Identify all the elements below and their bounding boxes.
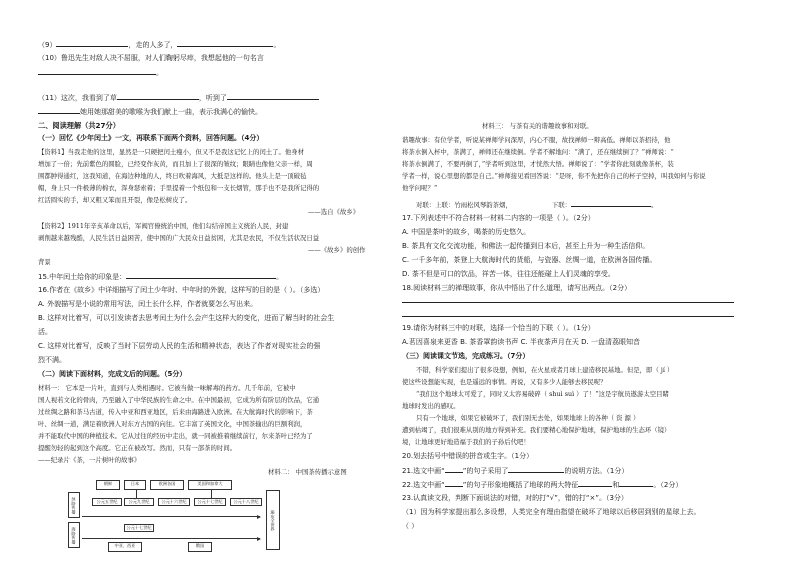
couplet-end: 。: [651, 201, 658, 209]
tea-material-1-line-3: 过丝绸之路和茶马古道，传入中亚和西亚地区，后来由海路进入欧洲。在大航海时代的影响下，茶: [38, 408, 313, 416]
q22-marker: [445, 480, 463, 487]
q21-tail: ”的句子采用了: [462, 467, 509, 475]
part-1-title: （一）回忆《少年闰土》一文，再联系下面两个资料，回答问题。（4分）: [38, 134, 264, 142]
material-2-caption: 材料二： 中国茶传播示意图: [268, 468, 347, 476]
q22-text: 22.选文中画“: [402, 481, 445, 489]
question-18: 18.阅读材料三的禅理故事，你从中悟出了什么道理，请写出两点。（2分）: [402, 284, 632, 292]
q9-blank-1[interactable]: [56, 40, 128, 47]
material-3-title: 材料三： 与茶有关的谐趣故事和对联。: [482, 122, 593, 130]
material-2-line-2: 剥削越来越残酷，人民生活日益困苦，使中国的广大民众日益贫困，尤其是农民，不仅生活状况日益: [38, 234, 320, 242]
q17-option-b[interactable]: B. 茶具有文化交流功能，和佛法一起传播到日本后，甚至上升为一种生活信仰。: [402, 242, 650, 250]
q21-text: 21.选文中画“: [402, 467, 445, 475]
passage-line-2: 使这些设想能实现，也是遥远的事情。再说，又有多少人能够去移民呢？: [402, 378, 607, 386]
passage-line-4: 地球时发出的感叹。: [402, 402, 460, 410]
q9-label: （9）: [38, 41, 57, 49]
passage-line-7: 境，让地球更好地造福于我们的子孙后代吧！: [402, 438, 530, 446]
diagram-korea: 朝鲜: [96, 480, 120, 490]
section-2-title: 二、阅读理解（共27分）: [38, 121, 120, 130]
question-9: [38, 40, 280, 50]
diagram-central-asia: 中亚、西亚: [108, 542, 142, 552]
q11-tail: ，听到了: [198, 94, 227, 102]
q21-blank[interactable]: [508, 466, 564, 473]
diagram-century-17-lower: 公元十七世纪: [124, 524, 154, 532]
material-1-line-5: 红活圆实的手，却又粗又笨而且开裂，像是松树皮了。: [38, 196, 192, 204]
material-1-line-4: 帽，身上只一件极薄的棉衣，浑身瑟索着；手里提着一个纸包和一支长烟管，那手也不是我所记得的: [38, 184, 320, 192]
q22-end: 。（2分）: [653, 481, 683, 489]
q22-and: 和: [612, 481, 620, 489]
q16-option-c-cont: 烈不满。: [38, 356, 66, 364]
diagram-worldwide: 遍布全世界: [266, 490, 280, 550]
tea-material-1-line-4: 叶、丝绸一道，满足着欧洲人对东方古国的向往。它丰富了英国文化，中国茶输出的巨额利润，: [38, 420, 307, 428]
material-2-line-3: 背景: [38, 258, 51, 266]
material-3-line-4: 学者一样，说心里想的都是自己。”禅师接见看回答说：“是呀，你不先把你自己的杯子空掉，叫我如何与你说: [402, 172, 706, 180]
question-10-answer: [38, 68, 163, 78]
q16-option-b-cont: 活。: [38, 328, 52, 336]
diagram-century-5: 公元五世纪: [92, 498, 122, 506]
q10-end: 。: [156, 69, 163, 77]
tea-material-1-line-1: 材料一： 它本是一片叶，直到与人类相遇时。它被当做一味解毒的药方。几千年前，它被中: [38, 384, 296, 392]
q19-options[interactable]: A.茗因喜泉来更香 B. 茶香罩韵读书声 C. 半夜茶声月在天 D. 一盘清荔眼知音: [402, 338, 640, 346]
question-19: 19.请你为材料三中的对联，选择一个恰当的下联（ ）。（1分）: [402, 324, 595, 332]
diagram-silk-road: 丝路传播: [68, 492, 80, 518]
q16-option-a[interactable]: A. 外貌描写是小说的常用写法，闰土长什么样，作者就要怎么写出来。: [38, 300, 258, 308]
tea-material-1-line-6: 提醒勿轻的起到这个高度。它正在被改写。然而，只有一部茶的时间。: [38, 444, 237, 452]
diagram-europe: 欧洲各国: [150, 480, 184, 490]
q18-blank-2[interactable]: [402, 310, 734, 317]
diagram-america: 美国和加拿大: [188, 480, 232, 490]
q11-blank-2[interactable]: [227, 93, 319, 100]
question-22: [402, 480, 682, 490]
question-21: [402, 466, 628, 476]
q15-text: 15.中年闰土给你的印象是：: [38, 273, 127, 281]
diagram-russia: 俄国: [188, 542, 212, 552]
part-2-title: （二）阅读下面材料，完成文后的问题。（5分）: [38, 370, 187, 378]
material-2-source: ——《故乡》的创作: [308, 246, 366, 254]
q21-marker: [445, 466, 463, 473]
passage-line-5: 只有一个地球，如果它被破坏了，我们别无去处，如果地球上的各种（ 资 源 ）: [416, 414, 640, 422]
diagram-main-arrow: [82, 516, 260, 517]
q10-blank[interactable]: [38, 68, 156, 75]
question-16: 16.作者在《故乡》中详细描写了闰土少年时、中年时的外貌，这样写的目的是（ ）。（多选）: [38, 286, 325, 294]
material-2-line-1: 【资料2】1911年辛亥革命以后，军阀官僚统治中国，他们勾结帝国主义统治人民，封建: [38, 222, 289, 230]
q11-line2-text: 她用她那甜美的歌喉为我们献上一曲，表示我满心的愉快。: [80, 108, 262, 116]
q22-blank-1[interactable]: [578, 480, 612, 487]
tea-material-1-line-2: 国人视若文化的骨肉，乃至融入了中华民族的生命之中。在中国最初，它成为所有阶层的饮品，它通: [38, 396, 320, 404]
diagram-sea-route: 海路传播: [68, 522, 80, 548]
couplet-upper: 对联：上联：竹雨松风琴韵茶烟，: [416, 201, 512, 209]
q17-option-d[interactable]: D. 茶不但是可口的饮品，祥苦一体，往往还能碰上人们灵魂的享受。: [402, 270, 615, 278]
q16-option-b[interactable]: B. 这样对比着写，可以引发读者去思考闰土为什么会产生这样大的变化，进而了解当时的社会生: [38, 314, 335, 322]
q17-option-c[interactable]: C. 一千多年前，茶登上大航海时代的货船，与瓷器、丝绸一道，在欧洲各国传播。: [402, 256, 657, 264]
q18-answer-line-2[interactable]: [402, 310, 734, 320]
material-1-line-2: 增加了一倍；先前紫色的圆脸，已经变作灰黄，而且加上了很深的皱纹；眼睛也像他父亲一样，周: [38, 160, 313, 168]
q18-answer-line-1[interactable]: [402, 296, 734, 306]
question-11: [38, 93, 319, 103]
q23-statement-1: （1）因为科学家提出那么多设想，人类完全有理由指望在破坏了地球以后移居到别的星球上去。: [402, 508, 701, 516]
diagram-century-9: 公元九世纪: [124, 498, 154, 506]
q9-blank-2[interactable]: [177, 40, 273, 47]
diagram-connector: [211, 490, 212, 498]
question-10: （10）鲁迅先生对敌人决不屈服，对人们鞠躬尽瘁，我想起他的一句名言: [38, 54, 264, 62]
tea-material-1-line-5: 并不能取代中国的种植技术。它从过往的经历中走出，就一同被推着继续前行，尔来茶叶已经为了: [38, 432, 313, 440]
diagram-japan: 日本: [124, 480, 146, 490]
material-1-line-3: 围都肿得通红，这我知道，在海边种地的人，终日吹着海风，大抵是这样的。他头上是一顶破毡: [38, 172, 307, 180]
material-3-line-5: 他学问呢？”: [402, 184, 438, 192]
diagram-sea-arrow: [82, 538, 260, 539]
question-23: 23.认真读文段，判断下面说法的对错，对的打“√”，错的打“×”。（3分）: [402, 494, 628, 502]
q15-blank[interactable]: [126, 272, 276, 279]
left-column: [38, 0, 383, 561]
right-column: [402, 0, 752, 561]
q15-end: 。: [276, 273, 284, 281]
question-15: [38, 272, 283, 282]
passage-line-1: 不错，科学家们提出了很多设想，例如，在火星或者月球上建造移民基地。但是，即（ jí ）: [416, 366, 674, 374]
q11-text: （11）这次，我看到了草: [38, 94, 117, 102]
diagram-connector: [136, 490, 137, 498]
q9-end: 。: [273, 41, 281, 49]
material-3-line-2: 将茶水倒入杯中，茶满了，禅师还在继续倒。学者不解地问：“满了，还在继续倒了？”禅师说：“: [402, 148, 674, 156]
question-11-line2: [38, 107, 262, 117]
diagram-century-18: 公元十八世纪: [230, 498, 262, 506]
couplet: [416, 200, 657, 210]
diagram-century-17: 公元十七世纪: [194, 498, 226, 506]
q11-blank-1[interactable]: [117, 93, 199, 100]
couplet-lower-blank[interactable]: [571, 200, 651, 207]
diagram-century-16: 公元十六世纪: [158, 498, 190, 506]
passage-line-3: “我们这个地球太可爱了，同时又太容易破碎（ shuì suì ）了！”这是宇航员遨游太空目睹: [416, 390, 669, 398]
tea-material-1-source: ——纪录片《茶，一片树叶的故事》: [38, 456, 141, 464]
material-3-line-1: 谐趣故事：有位学者，听说某禅师学问深厚，内心不服，故找禅师一辩高低。禅师以茶招待，他: [402, 136, 671, 144]
q22-tail: ”的句子形象地概括了地球的两大特征: [462, 481, 579, 489]
q21-end: 的说明方法。（1分）: [564, 467, 629, 475]
q11-blank-3[interactable]: [38, 107, 80, 114]
question-20: 20.划去括号中错误的拼音或生字。（1分）: [402, 452, 534, 460]
question-17: 17.下列表述中不符合材料一材料二内容的一项是（ ）。（2分）: [402, 214, 595, 222]
q17-option-a[interactable]: A. 中国是茶叶的故乡，喝茶的历史悠久。: [402, 228, 531, 236]
passage-line-6: 遭到枯竭了，我们很难从别的地方得到补充。我们要精心地保护地球，保护地球的生态环（镜）: [402, 426, 671, 434]
material-1-source: ——选自《故乡》: [308, 208, 360, 216]
material-3-line-3: 将茶水倒满了，不要再倒了，”学者听到这里，才恍然大悟。禅师说了：“学者你此刻就像茶杯，装: [402, 160, 674, 168]
tea-spread-diagram: [66, 478, 284, 558]
q22-blank-2[interactable]: [619, 480, 653, 487]
q9-text: ，走的人多了，: [128, 41, 178, 49]
q23-answer-blank[interactable]: （ ）: [402, 522, 419, 530]
q16-option-c[interactable]: C. 这样对比着写，反映了当时下层劳动人民的生活和精神状态，表达了作者对现实社会的强: [38, 342, 321, 350]
part-3-title: （三）阅读课文节选，完成练习。（7分）: [402, 352, 530, 360]
material-1-line-1: 【资料1】当我走他的这里，显然是一只硬把闰土瘦小，但又不是我这记忆上的闰土了。他身材: [38, 148, 305, 156]
couplet-lower-label: 下联：: [551, 201, 572, 209]
q18-blank-1[interactable]: [402, 296, 734, 303]
